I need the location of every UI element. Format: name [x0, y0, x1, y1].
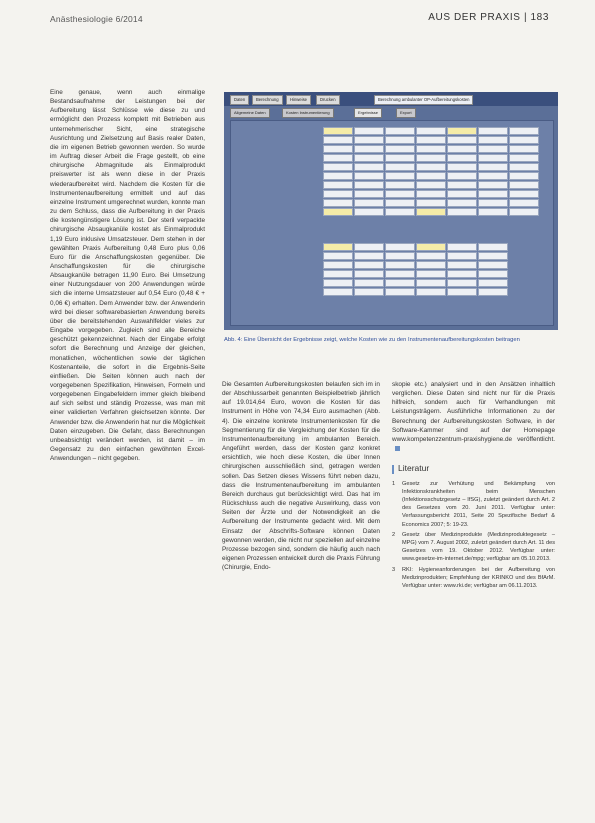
reference-number: 3: [392, 566, 396, 573]
reference-list: [392, 480, 555, 591]
grid-cell: [478, 279, 508, 287]
grid-cell: [478, 208, 508, 216]
grid-cell: [416, 136, 446, 144]
grid-cell: [478, 243, 508, 251]
grid-cell: [385, 154, 415, 162]
grid-cell: [323, 136, 353, 144]
article-end-mark: [395, 446, 400, 451]
grid-cell: [323, 172, 353, 180]
grid-cell: [447, 181, 477, 189]
grid-cell: [509, 136, 539, 144]
grid-cell: [478, 163, 508, 171]
reference-item: [392, 566, 555, 591]
figure-caption: Abb. 4: Eine Übersicht der Ergebnisse zeigt, welche Kosten wie zu den Instrumentenaufbereitungskosten beitragen: [224, 337, 520, 343]
heading-bar: [392, 465, 394, 474]
grid-cell: [416, 181, 446, 189]
grid-cell: [323, 190, 353, 198]
grid-cell: [416, 270, 446, 278]
grid-cell: [478, 288, 508, 296]
grid-cell: [323, 154, 353, 162]
grid-cell: [478, 172, 508, 180]
grid-cell: [416, 288, 446, 296]
grid-cell: [385, 163, 415, 171]
grid-cell: [447, 208, 477, 216]
grid-cell: [354, 181, 384, 189]
section-header: AUS DER PRAXIS | 183: [428, 12, 549, 23]
grid-cell: [416, 208, 446, 216]
grid-cell: [447, 243, 477, 251]
grid-cell: [385, 190, 415, 198]
grid-cell: [323, 288, 353, 296]
grid-cell: [323, 243, 353, 251]
grid-cell: [354, 199, 384, 207]
grid-cell: [385, 181, 415, 189]
reference-number: 2: [392, 531, 396, 538]
grid-cell: [509, 127, 539, 135]
grid-cell: [416, 243, 446, 251]
grid-cell: [385, 136, 415, 144]
grid-cell: [323, 252, 353, 260]
grid-cell: [385, 127, 415, 135]
grid-cell: [509, 163, 539, 171]
grid-cell: [354, 127, 384, 135]
literature-heading-text: Literatur: [398, 463, 430, 474]
grid-cell: [385, 252, 415, 260]
grid-cell: [323, 208, 353, 216]
toolbar-button-print: Drucken: [316, 95, 340, 105]
grid-cell: [478, 181, 508, 189]
results-grid-bottom: [323, 243, 508, 296]
grid-cell: [478, 127, 508, 135]
grid-cell: [509, 190, 539, 198]
grid-cell: [478, 261, 508, 269]
grid-cell: [509, 145, 539, 153]
grid-cell: [385, 288, 415, 296]
text-column-right: [392, 380, 555, 592]
grid-cell: [509, 154, 539, 162]
screenshot-toolbar: [224, 92, 558, 106]
toolbar-button-info: Hinweise: [286, 95, 311, 105]
grid-cell: [416, 163, 446, 171]
grid-cell: [354, 252, 384, 260]
grid-cell: [509, 208, 539, 216]
body-paragraph-text: skopie etc.) analysiert und in den Ansätzen inhaltlich verglichen. Diese Daten sind nicht nur für die Praxis hilfreich, sondern auch für Verhandlungen mit Leistungsträgern. Ausführliche Informationen zu der Berechnung der Aufbereitungskosten Software, in der Software-Kammer sind auf der Homepage www.kompetenzzentrum-praxishygiene.de veröffentlicht.: [392, 381, 555, 443]
reference-text: RKI: Hygieneanforderungen bei der Aufbereitung von Medizinprodukten; Empfehlung der KRINKO und des BfArM. Verfügbar unter: www.rki.de; verfügbar am 06.11.2013.: [402, 566, 555, 589]
literature-heading: [392, 463, 555, 473]
grid-cell: [509, 199, 539, 207]
grid-cell: [354, 154, 384, 162]
grid-cell: [447, 252, 477, 260]
grid-cell: [354, 136, 384, 144]
grid-cell: [478, 190, 508, 198]
grid-cell: [323, 270, 353, 278]
grid-cell: [478, 252, 508, 260]
grid-cell: [447, 190, 477, 198]
grid-cell: [447, 154, 477, 162]
grid-cell: [385, 270, 415, 278]
grid-cell: [416, 261, 446, 269]
grid-cell: [416, 199, 446, 207]
grid-cell: [354, 190, 384, 198]
grid-cell: [354, 163, 384, 171]
grid-cell: [323, 279, 353, 287]
grid-cell: [323, 181, 353, 189]
screenshot-tab-results: Ergebnisse: [354, 108, 382, 118]
grid-cell: [509, 181, 539, 189]
grid-cell: [447, 127, 477, 135]
grid-cell: [478, 145, 508, 153]
grid-cell: [447, 136, 477, 144]
results-panel: [230, 120, 554, 326]
grid-cell: [323, 199, 353, 207]
grid-cell: [416, 172, 446, 180]
results-grid-top: [323, 127, 539, 216]
journal-header: Anästhesiologie 6/2014: [50, 14, 143, 24]
text-column-middle: [222, 380, 380, 572]
reference-item: [392, 531, 555, 564]
software-screenshot-figure: [224, 92, 558, 330]
grid-cell: [354, 243, 384, 251]
grid-cell: [354, 288, 384, 296]
grid-cell: [354, 208, 384, 216]
body-paragraph: Die Gesamten Aufbereitungskosten belaufen sich im in der Abschlussarbeit genannten Beispielbetrieb jährlich auf 19.014,64 Euro, wovon die Kosten für das Instrument in Höhe von 74,34 Euro ausmachen (Abb. 4). Die einzelne konkrete Instrumentenkosten für die Segmentierung für die Vergleichung der Kosten für die Instrumentenaufbereitung im ambulanten Bereich. Angeführt werden, dass der Kosten ganz konkret ersichtlich, wie hoch diese Kosten, die über Innen chirurgischen ausschließlich sind, getragen werden sollen. Das Setzen dieses Wissens führt neben dazu, dass die Instrumentenaufbereitung im ambulanten Bereich durchaus gut berücksichtigt wird. Das hat im Rückschluss auch die negative Auswirkung, dass von Seiten der Ärzte und der Notwendigkeit an die Aufbereitung der Instrumente gedacht wird. Mit dem Einsatz der Abschrifts-Software können Daten gewonnen werden, die nicht nur speziellen auf einzelne Prozesse bezogen sind, sondern die häufig auch nach eigenen Prozessen entwickelt durch die Praxis Führung (Chirurgie, Endo-: [222, 381, 380, 572]
grid-cell: [509, 172, 539, 180]
grid-cell: [385, 243, 415, 251]
grid-cell: [478, 154, 508, 162]
grid-cell: [416, 279, 446, 287]
screenshot-tab-general: Allgemeine Daten: [230, 108, 270, 118]
reference-text: Gesetz zur Verhütung und Bekämpfung von Infektionskrankheiten beim Menschen (Infektionsschutzgesetz – IfSG), zuletzt geändert durch Art. 2 des Gesetzes vom 20. Juni 2011. Verfügbar unter: Verfassungsbericht 2011, Seite 20 Spezifische Bedarf & Economics 2007; 5: 19-23.: [402, 480, 555, 528]
screenshot-tab-export: Export: [396, 108, 416, 118]
toolbar-button-calc: Berechnung: [252, 95, 283, 105]
reference-item: [392, 480, 555, 529]
grid-cell: [354, 270, 384, 278]
grid-cell: [385, 279, 415, 287]
grid-cell: [447, 270, 477, 278]
grid-cell: [385, 199, 415, 207]
grid-cell: [416, 252, 446, 260]
grid-cell: [416, 145, 446, 153]
grid-cell: [354, 145, 384, 153]
grid-cell: [478, 199, 508, 207]
grid-cell: [447, 261, 477, 269]
grid-cell: [478, 136, 508, 144]
grid-cell: [323, 163, 353, 171]
grid-cell: [385, 208, 415, 216]
body-paragraph: [392, 380, 555, 453]
grid-cell: [323, 145, 353, 153]
grid-cell: [385, 145, 415, 153]
body-paragraph: Eine genaue, wenn auch einmalige Bestandsaufnahme der Leistungen bei der Aufbereitung lässt Schlüsse wie diese zu und ermöglicht den Prozess komplett mit Betrieben aus unternehmerischer Sicht, eine strategische Ausrichtung und Zielsetzung auf Basis realer Daten, die im eigenen Betrieb gewonnen werden. So wurde im Auftrag dieser Arbeit die Frage gestellt, ob eine chirurgische Abmagnitude als Einmalprodukt preiswerter ist als wenn diese in der Praxis wiederaufbereitet wird. Nachdem die Kosten für die Instrumentenaufbereitung ermittelt und auf das einzelne Instrument umgerechnet wurden, konnte man zu dem Schluss, dass die Aufbereitung in der Praxis die kostengünstigere Lösung ist. Der steril verpackte chirurgische Absaugkanüle kostet als Einmalprodukt 1,19 Euro inklusive Umsatzsteuer. Dem stehen in der gewählten Praxis Aufbereitung 0,48 Euro plus 0,06 Euro für die Anschaffungskosten gegenüber. Die Anschaffungskosten für die chirurgische Absaugkanüle betragen 11,90 Euro. Bei Umsetzung einer Nutzungsdauer von 200 Anwendungen würde sich die interne Umsatzsteuer auf 0,54 Euro (0,48 € + 0,06 €) erhalten. Dem Anwender bzw. der Anwenderin wird bei dieser softwarebasierten Anwendung bereits über die bereitstehenden Auswahlfelder vieles zur Eingabe vorgegeben. Zugleich sind alle Bereiche geschützt gekennzeichnet. Nach der Eingabe erfolgt sofort die Berechnung und Anzeige der gleichen, monatlichen, wöchentlichen sowie der täglichen Kostenanteile, die sofort in die Ergebnis-Seite einfließen. Die Seiten können auch nach der vorgegebenen Spezifikation, Hinweisen, Formeln und vorgegebenen Eingabefeldern immer gleich bleibend auf sich selbst und ständig Prozesse, was man mit einer validierten Verfahren gleichsetzen könnte. Der Anwender bzw. die Anwenderin hat nur die Möglichkeit Daten einzugeben. Die Gefahr, dass Berechnungen unbeabsichtigt verändert werden, ist damit – im Gegensatz zu den einfachen gewöhnten Excel-Anwendungen – nicht gegeben.: [50, 89, 205, 463]
grid-cell: [447, 145, 477, 153]
grid-cell: [416, 154, 446, 162]
grid-cell: [354, 279, 384, 287]
screenshot-tab-costs: Kosten Instrumentierung: [282, 108, 334, 118]
grid-cell: [447, 288, 477, 296]
grid-cell: [416, 127, 446, 135]
text-column-left: [50, 88, 205, 463]
toolbar-title: Berechnung ambulanter OP-Aufbereitungskosten: [374, 95, 473, 105]
reference-number: 1: [392, 480, 396, 487]
grid-cell: [447, 279, 477, 287]
grid-cell: [354, 261, 384, 269]
grid-cell: [354, 172, 384, 180]
grid-cell: [323, 261, 353, 269]
grid-cell: [416, 190, 446, 198]
grid-cell: [478, 270, 508, 278]
grid-cell: [385, 261, 415, 269]
reference-text: Gesetz über Medizinprodukte (Medizinproduktegesetz – MPG) vom 7. August 2002, zuletzt geändert durch Art. 11 des Gesetzes vom 19. Oktober 2012. Verfügbar unter: www.gesetze-im-internet.de/mpg; verfügbar am 05.10.2013.: [402, 531, 555, 563]
toolbar-button-data: Daten: [230, 95, 249, 105]
grid-cell: [323, 127, 353, 135]
grid-cell: [447, 163, 477, 171]
grid-cell: [447, 199, 477, 207]
grid-cell: [385, 172, 415, 180]
grid-cell: [447, 172, 477, 180]
